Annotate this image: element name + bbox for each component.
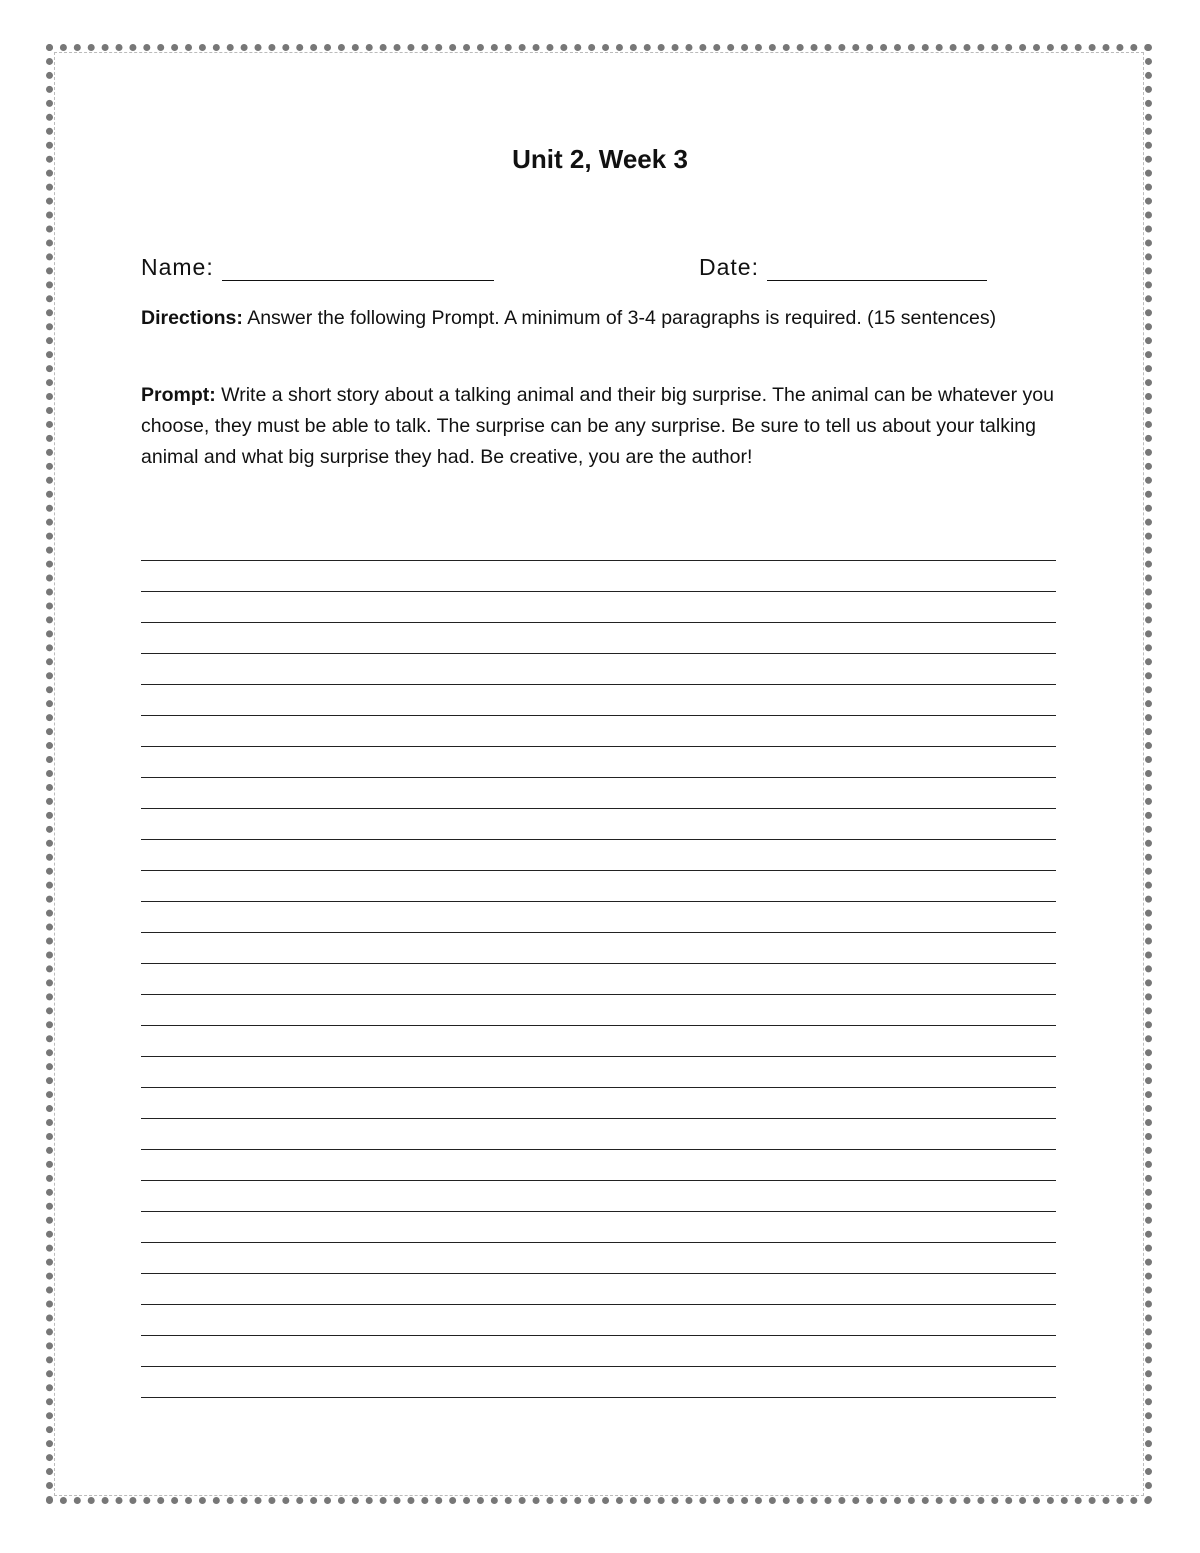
writing-line[interactable] [141,746,1056,747]
date-label: Date: [699,254,759,280]
date-blank-line[interactable] [767,258,987,281]
writing-line[interactable] [141,591,1056,592]
writing-line[interactable] [141,1025,1056,1026]
prompt-paragraph [141,380,1066,473]
writing-line[interactable] [141,1335,1056,1336]
directions-paragraph [141,303,1066,334]
writing-line[interactable] [141,963,1056,964]
writing-line[interactable] [141,839,1056,840]
writing-line[interactable] [141,622,1056,623]
writing-line[interactable] [141,870,1056,871]
writing-line[interactable] [141,715,1056,716]
name-field[interactable] [141,254,494,281]
writing-line[interactable] [141,994,1056,995]
writing-line[interactable] [141,1087,1056,1088]
writing-line[interactable] [141,653,1056,654]
writing-line[interactable] [141,560,1056,561]
worksheet-title: Unit 2, Week 3 [512,144,688,174]
writing-line[interactable] [141,1273,1056,1274]
writing-line[interactable] [141,1149,1056,1150]
directions-label: Directions: [141,307,243,329]
writing-line[interactable] [141,1180,1056,1181]
writing-line[interactable] [141,1118,1056,1119]
prompt-label: Prompt: [141,384,216,406]
writing-line[interactable] [141,777,1056,778]
writing-line[interactable] [141,901,1056,902]
writing-line[interactable] [141,684,1056,685]
writing-line[interactable] [141,1211,1056,1212]
writing-line[interactable] [141,932,1056,933]
date-field[interactable] [699,254,987,281]
name-label: Name: [141,254,214,280]
writing-line[interactable] [141,1242,1056,1243]
writing-line[interactable] [141,1366,1056,1367]
prompt-text: Write a short story about a talking animal and their big surprise. The animal can be whatever you choose, they must be able to talk. The surprise can be any surprise. Be sure to tell us about your talking animal and what big surprise they had. Be creative, you are the author! [141,384,1054,468]
writing-line[interactable] [141,1397,1056,1398]
writing-line[interactable] [141,1056,1056,1057]
writing-line[interactable] [141,1304,1056,1305]
directions-text: Answer the following Prompt. A minimum of 3-4 paragraphs is required. (15 sentences) [242,307,997,329]
name-blank-line[interactable] [222,258,494,281]
writing-line[interactable] [141,808,1056,809]
